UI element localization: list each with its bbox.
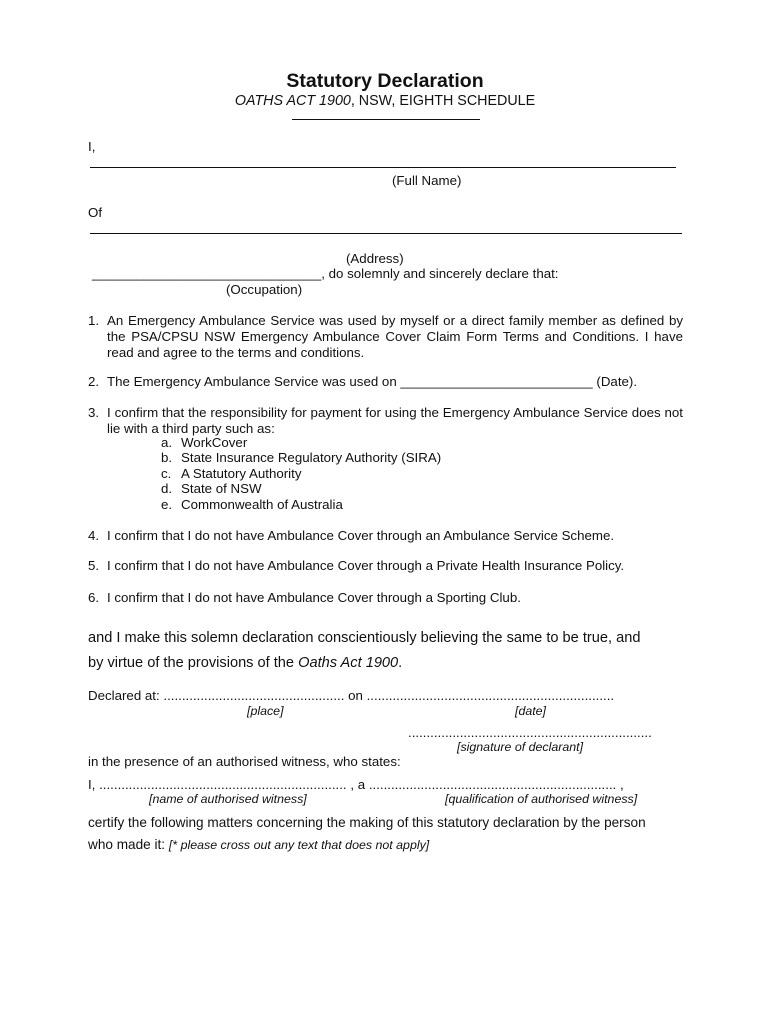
oaths-act-ref: Oaths Act 1900	[298, 655, 399, 671]
item-5-text: I confirm that I do not have Ambulance Cover through a Private Health Insurance Policy.	[107, 558, 625, 573]
item-3e-letter: e.	[161, 497, 173, 512]
place-caption: [place]	[247, 704, 284, 718]
subtitle-rest: , NSW, EIGHTH SCHEDULE	[350, 93, 536, 109]
item-3b-letter: b.	[161, 450, 173, 465]
item-1-number: 1.	[88, 313, 100, 328]
date-field[interactable]: ...................................................................	[366, 688, 615, 703]
address-line[interactable]	[90, 233, 682, 234]
certify-line-1: certify the following matters concerning the making of this statutory declaration by the person	[88, 815, 646, 830]
item-3b-text: State Insurance Regulatory Authority (SIRA)	[181, 450, 442, 465]
page-title: Statutory Declaration	[286, 70, 484, 92]
item-3a-text: WorkCover	[181, 435, 248, 450]
address-caption: (Address)	[346, 251, 404, 266]
declared-label: Declared at:	[88, 688, 164, 703]
item-3-text: I confirm that the responsibility for payment for using the Emergency Ambulance Service does not lie with a third party such as:	[107, 405, 683, 437]
item-2-number: 2.	[88, 374, 100, 389]
place-field[interactable]: .................................................	[163, 688, 345, 703]
certify-prefix: who made it:	[88, 837, 169, 852]
witness-name-caption: [name of authorised witness]	[149, 792, 307, 806]
page-subtitle	[0, 93, 770, 110]
presence-text: in the presence of an authorised witness, who states:	[88, 754, 401, 769]
title-underline	[292, 119, 480, 120]
item-2-text: The Emergency Ambulance Service was used on __________________________ (Date).	[107, 374, 638, 389]
occupation-line	[92, 266, 559, 282]
item-4-number: 4.	[88, 528, 100, 543]
item-3d-letter: d.	[161, 481, 173, 496]
cross-out-note: [* please cross out any text that does not apply]	[168, 838, 430, 852]
witness-qualification-field[interactable]: ...................................................................	[368, 777, 617, 792]
date-caption: [date]	[515, 704, 547, 718]
witness-comma-a: , a	[346, 777, 369, 792]
occupation-blank[interactable]: _______________________________	[92, 266, 322, 281]
item-6-text: I confirm that I do not have Ambulance Cover through a Sporting Club.	[107, 590, 521, 605]
solemn-line-2	[88, 651, 402, 676]
item-3d-text: State of NSW	[181, 481, 262, 496]
declared-line	[88, 688, 614, 704]
signature-caption: [signature of declarant]	[457, 740, 584, 754]
occupation-caption: (Occupation)	[226, 282, 303, 297]
item-3c-text: A Statutory Authority	[181, 466, 302, 481]
certify-line-2	[88, 832, 429, 858]
on-label: on	[344, 688, 367, 703]
full-name-line[interactable]	[90, 167, 676, 168]
declare-text: , do solemnly and sincerely declare that:	[321, 266, 559, 281]
item-1-text: An Emergency Ambulance Service was used by myself or a direct family member as defined by the PSA/CPSU NSW Emergency Ambulance Cover Claim Form Terms and Conditions. I have read and agree to the terms and conditions.	[107, 313, 683, 361]
witness-line	[88, 777, 624, 793]
witness-qualification-caption: [qualification of authorised witness]	[445, 792, 638, 806]
of-label: Of	[88, 205, 103, 220]
item-5-number: 5.	[88, 558, 100, 573]
witness-end-comma: ,	[616, 777, 624, 792]
item-3c-letter: c.	[161, 466, 172, 481]
item-3a-letter: a.	[161, 435, 173, 450]
item-6-number: 6.	[88, 590, 100, 605]
item-3e-text: Commonwealth of Australia	[181, 497, 343, 512]
solemn-suffix: .	[398, 655, 403, 671]
full-name-caption: (Full Name)	[392, 173, 462, 188]
solemn-line-1: and I make this solemn declaration conscientiously believing the same to be true, and	[88, 630, 641, 646]
witness-name-field[interactable]: ...................................................................	[99, 777, 347, 792]
subtitle-act: OATHS ACT 1900	[234, 93, 351, 109]
witness-i-label: I,	[88, 777, 100, 792]
item-4-text: I confirm that I do not have Ambulance Cover through an Ambulance Service Scheme.	[107, 528, 615, 543]
item-3-number: 3.	[88, 405, 100, 420]
i-label: I,	[88, 139, 96, 154]
signature-field[interactable]: ..................................................................	[408, 725, 652, 740]
solemn-prefix: by virtue of the provisions of the	[88, 655, 299, 671]
